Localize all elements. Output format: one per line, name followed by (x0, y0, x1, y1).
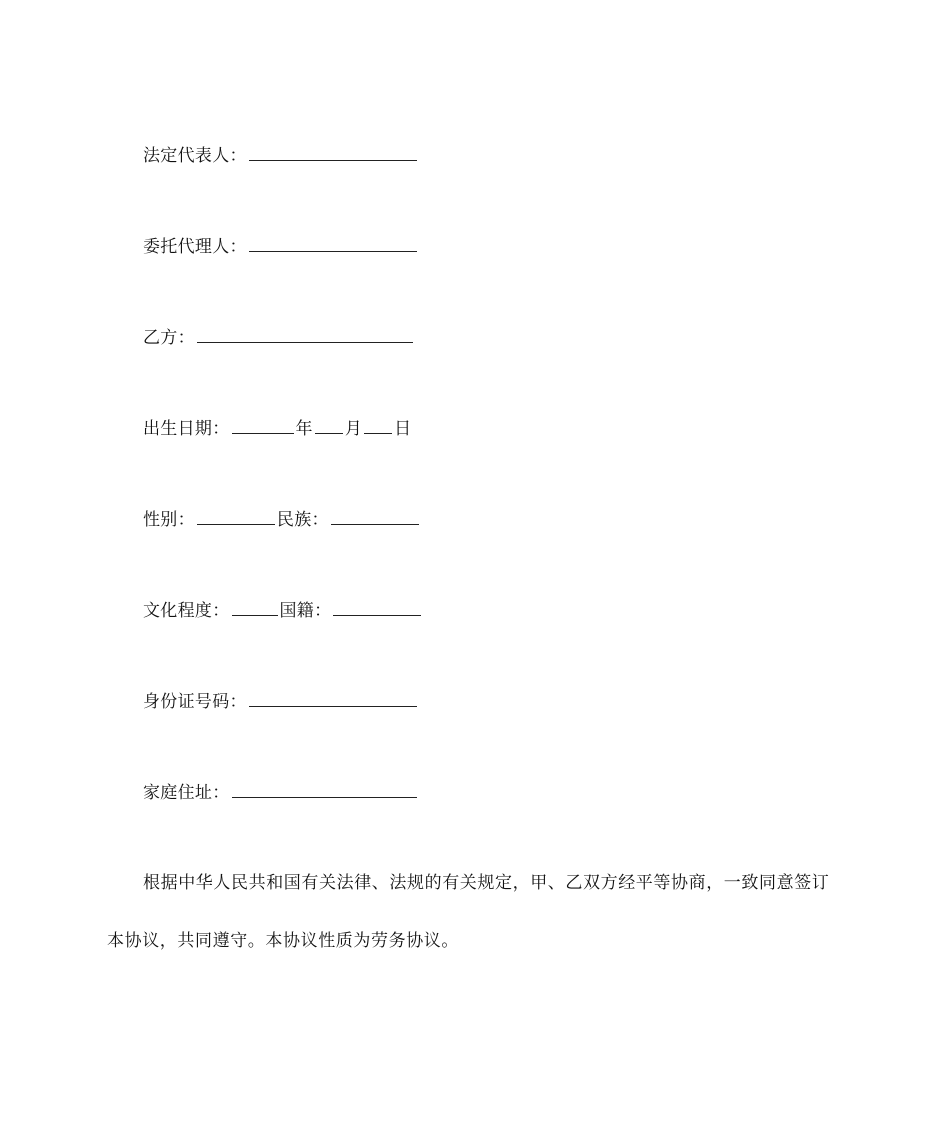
id-number-label: 身份证号码： (143, 692, 247, 712)
nationality-label: 国籍： (279, 601, 332, 621)
home-address-label: 家庭住址： (143, 783, 230, 803)
birth-month-blank[interactable] (315, 416, 343, 434)
party-b-label: 乙方： (143, 328, 195, 348)
party-b-field (143, 325, 415, 350)
ethnicity-label: 民族： (276, 510, 329, 530)
agreement-paragraph-line-2: 本协议，共同遵守。本协议性质为劳务协议。 (107, 931, 459, 951)
agent-blank[interactable] (249, 234, 417, 252)
home-address-field (143, 780, 419, 805)
home-address-blank[interactable] (232, 780, 417, 798)
party-b-blank[interactable] (197, 325, 413, 343)
ethnicity-blank[interactable] (331, 507, 419, 525)
education-label: 文化程度： (143, 601, 230, 621)
gender-blank[interactable] (197, 507, 275, 525)
birth-year-unit: 年 (295, 419, 313, 439)
education-nationality-field (143, 598, 423, 623)
education-blank[interactable] (232, 598, 278, 616)
birth-month-unit: 月 (344, 419, 363, 439)
birth-date-label: 出生日期： (143, 419, 230, 439)
birth-year-blank[interactable] (232, 416, 294, 434)
legal-representative-field (143, 143, 419, 168)
agent-label: 委托代理人： (143, 237, 247, 257)
legal-representative-blank[interactable] (249, 143, 417, 161)
nationality-blank[interactable] (333, 598, 421, 616)
id-number-blank[interactable] (249, 689, 417, 707)
gender-ethnicity-field (143, 507, 421, 532)
id-number-field (143, 689, 419, 714)
birth-day-unit: 日 (394, 419, 412, 439)
birth-day-blank[interactable] (364, 416, 392, 434)
agent-field (143, 234, 419, 259)
agreement-paragraph-line-1: 根据中华人民共和国有关法律、法规的有关规定，甲、乙双方经平等协商，一致同意签订 (143, 873, 830, 893)
birth-date-field (143, 416, 411, 441)
legal-representative-label: 法定代表人： (143, 146, 247, 166)
gender-label: 性别： (143, 510, 195, 530)
